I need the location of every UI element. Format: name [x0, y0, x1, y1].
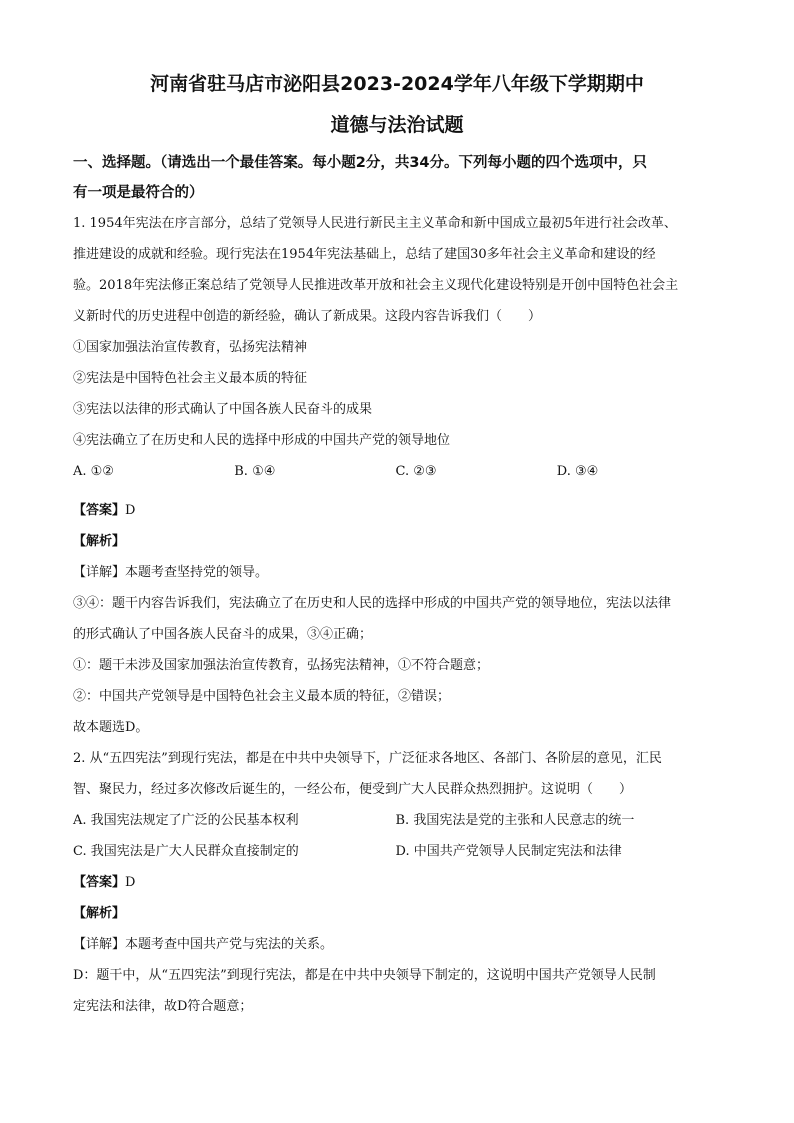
question-2 — [73, 743, 718, 1022]
q1-answer — [73, 495, 718, 526]
document-title: 河南省驻马店市泌阳县2023-2024学年八年级下学期期中 — [150, 73, 644, 95]
q2-detail — [73, 929, 718, 960]
document-subtitle: 道德与法治试题 — [330, 114, 464, 136]
q1-statement: ②宪法是中国特色社会主义最本质的特征 — [73, 371, 308, 386]
q1-analysis — [73, 526, 718, 557]
q1-statement: ③宪法以法律的形式确认了中国各族人民奋斗的成果 — [73, 402, 373, 417]
q2-option-c: C. 我国宪法是广大人民群众直接制定的 — [73, 844, 299, 859]
question-1 — [73, 208, 718, 743]
q2-answer — [73, 867, 718, 898]
q2-detail-text: 本题考查中国共产党与宪法的关系。 — [125, 937, 334, 952]
q1-option-c: C. ②③ — [395, 464, 437, 479]
q1-stem-line: 义新时代的历史进程中创造的新经验，确认了新成果。这段内容告诉我们（ ） — [73, 309, 542, 324]
q2-option-a: A. 我国宪法规定了广泛的公民基本权利 — [73, 813, 299, 828]
q2-analysis-label: 【解析】 — [73, 906, 126, 921]
q1-option-d: D. ③④ — [556, 464, 599, 479]
q2-option-d: D. 中国共产党领导人民制定宪法和法律 — [395, 844, 622, 859]
q1-option-a: A. ①② — [73, 464, 114, 479]
document-body — [73, 148, 718, 1022]
section-heading: 一、选择题。（请选出一个最佳答案。每小题2分，共34分。下列每小题的四个选项中，只 — [73, 155, 648, 171]
q2-detail-label: 【详解】 — [73, 937, 126, 952]
q1-statement: ④宪法确立了在历史和人民的选择中形成的中国共产党的领导地位 — [73, 433, 451, 448]
q1-answer-value: D — [125, 503, 136, 518]
q1-explanation-line: 的形式确认了中国各族人民奋斗的成果，③④正确； — [73, 627, 373, 642]
q2-answer-label: 【答案】 — [73, 875, 126, 890]
q2-option-b: B. 我国宪法是党的主张和人民意志的统一 — [395, 813, 635, 828]
q2-explanation-line: D：题干中，从“五四宪法”到现行宪法，都是在中共中央领导下制定的，这说明中国共产党领导人民制 — [73, 968, 656, 983]
q2-stem-line: 2. 从“五四宪法”到现行宪法，都是在中共中央领导下，广泛征求各地区、各部门、各阶层的意见，汇民 — [73, 751, 662, 766]
q1-explanation-line: ②：中国共产党领导是中国特色社会主义最本质的特征，②错误； — [73, 689, 451, 704]
q1-statement: ①国家加强法治宣传教育，弘扬宪法精神 — [73, 340, 308, 355]
q1-detail-label: 【详解】 — [73, 565, 126, 580]
q1-detail — [73, 557, 718, 588]
q1-explanation-line: ①：题干未涉及国家加强法治宣传教育，弘扬宪法精神，①不符合题意； — [73, 658, 490, 673]
q2-answer-value: D — [125, 875, 136, 890]
q2-stem-line: 智、聚民力，经过多次修改后诞生的，一经公布，便受到广大人民群众热烈拥护。这说明（ ） — [73, 782, 633, 797]
q1-options — [73, 456, 718, 487]
q1-explanation-line: 故本题选D。 — [73, 720, 149, 735]
q1-stem-line: 推进建设的成就和经验。现行宪法在1954年宪法基础上，总结了建国30多年社会主义革命和建设的经 — [73, 247, 656, 262]
q1-detail-text: 本题考查坚持党的领导。 — [125, 565, 269, 580]
section-heading-cont: 有一项是最符合的） — [73, 185, 204, 201]
q1-explanation-line: ③④：题干内容告诉我们，宪法确立了在历史和人民的选择中形成的中国共产党的领导地位，宪法以法律 — [73, 596, 672, 611]
q2-options-row1 — [73, 805, 718, 836]
q1-option-b: B. ①④ — [234, 464, 276, 479]
q2-explanation-line: 定宪法和法律，故D符合题意； — [73, 999, 253, 1014]
q2-analysis — [73, 898, 718, 929]
q1-stem-line: 验。2018年宪法修正案总结了党领导人民推进改革开放和社会主义现代化建设特别是开创中国特色社会主 — [73, 278, 679, 293]
q2-options-row2 — [73, 836, 718, 867]
q1-analysis-label: 【解析】 — [73, 534, 126, 549]
q1-answer-label: 【答案】 — [73, 503, 126, 518]
q1-stem-line: 1. 1954年宪法在序言部分，总结了党领导人民进行新民主主义革命和新中国成立最初5年进行社会改革、 — [73, 216, 677, 231]
